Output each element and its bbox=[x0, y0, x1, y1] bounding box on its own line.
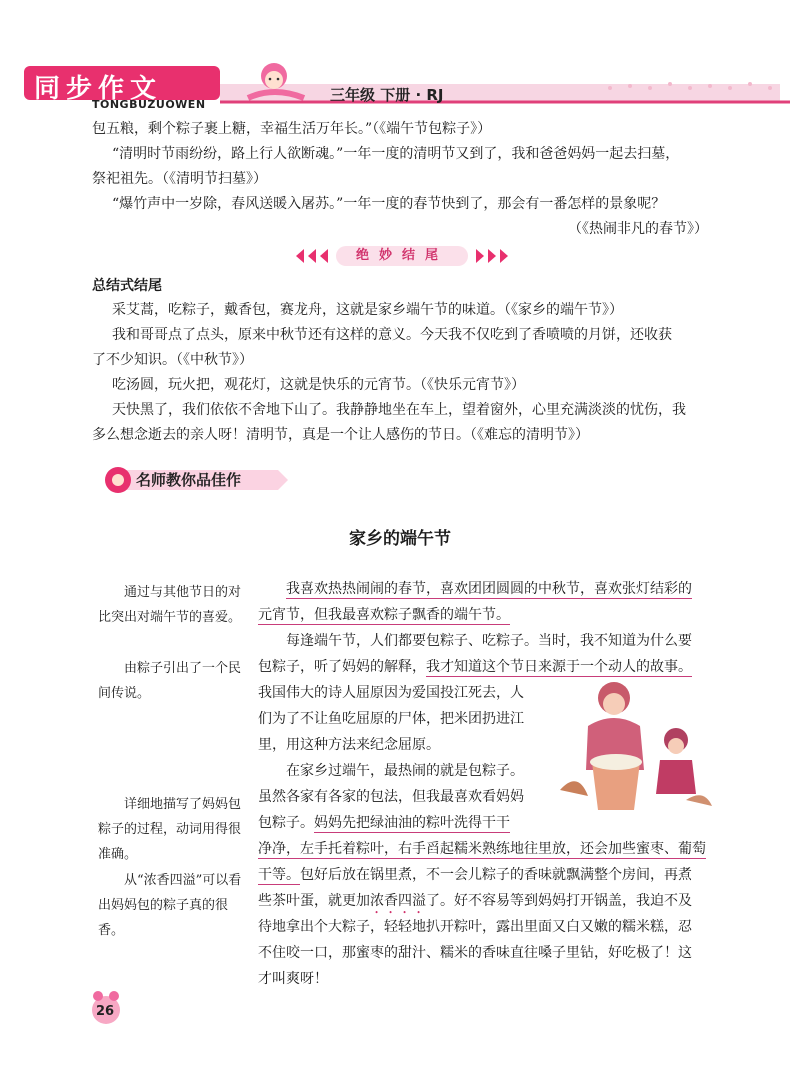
side-note: 从“浓香四溢”可以看出妈妈包的粽子真的很香。 bbox=[98, 873, 242, 938]
text-line: 天快黑了，我们依依不舍地下山了。我静静地坐在车上，望着窗外，心里充满淡淡的忧伤，我 bbox=[112, 402, 686, 418]
text-line: 多么想念逝去的亲人呀！清明节，真是一个让人感伤的节日。（《难忘的清明节》） bbox=[92, 427, 589, 443]
text-line: （《热闹非凡的春节》） bbox=[568, 221, 708, 237]
side-note: 由粽子引出了一个民间传说。 bbox=[98, 661, 242, 701]
section-heading: 总结式结尾 bbox=[92, 278, 162, 294]
article-line: 我喜欢热热闹闹的春节，喜欢团团圆圆的中秋节，喜欢张灯结彩的 bbox=[286, 581, 692, 597]
article-line: 包粽子。妈妈先把绿油油的粽叶洗得干干 bbox=[258, 815, 510, 831]
logo-title: 同步作文 bbox=[34, 74, 163, 104]
text-line: 祭祀祖先。（《清明节扫墓》） bbox=[92, 171, 267, 187]
article-line: 不住咬一口，那蜜枣的甜汁、糯米的香味直往嗓子里钻，好吃极了！这 bbox=[258, 945, 692, 961]
zongzi-making-illustration bbox=[548, 670, 718, 820]
mingshi-label: 名师教你品佳作 bbox=[136, 471, 242, 489]
article-line: 虽然各家有各家的包法，但我最喜欢看妈妈 bbox=[258, 789, 524, 805]
logo-subtitle: TONGBUZUOWEN bbox=[92, 98, 206, 111]
header-dots-decoration bbox=[600, 68, 790, 98]
text-line: “爆竹声中一岁除，春风送暖入屠苏。”一年一度的春节快到了，那会有一番怎样的景象呢？ bbox=[112, 196, 666, 212]
text-line: 采艾蒿，吃粽子，戴香包，赛龙舟，这就是家乡端午节的味道。（《家乡的端午节》） bbox=[112, 302, 623, 318]
section-banner bbox=[292, 244, 512, 268]
side-note: 详细地描写了妈妈包粽子的过程，动词用得很准确。 bbox=[98, 797, 242, 862]
text-line: 了不少知识。（《中秋节》） bbox=[92, 352, 253, 368]
text-line: 我和哥哥点了点头，原来中秋节还有这样的意义。今天我不仅吃到了香喷喷的月饼，还收获 bbox=[112, 327, 672, 343]
text-line: “清明时节雨纷纷，路上行人欲断魂。”一年一度的清明节又到了，我和爸爸妈妈一起去扫墓， bbox=[112, 146, 680, 162]
article-line: 净净，左手托着粽叶，右手舀起糯米熟练地往里放，还会加些蜜枣、葡萄 bbox=[258, 841, 706, 857]
article-line: 元宵节，但我最喜欢粽子飘香的端午节。 bbox=[258, 607, 510, 623]
article-line: 些茶叶蛋，就更加浓香四溢了。好不容易等到妈妈打开锅盖，我迫不及 bbox=[258, 893, 692, 909]
article-line: 里，用这种方法来纪念屈原。 bbox=[258, 737, 440, 753]
text-line: 吃汤圆，玩火把，观花灯，这就是快乐的元宵节。（《快乐元宵节》） bbox=[112, 377, 525, 393]
text-line: 包五粮，剩个粽子裹上糖，幸福生活万年长。”（《端午节包粽子》） bbox=[92, 121, 492, 137]
article-line: 每逢端午节，人们都要包粽子、吃粽子。当时，我不知道为什么要 bbox=[286, 633, 692, 649]
article-line: 我国伟大的诗人屈原因为爱国投江死去，人 bbox=[258, 685, 524, 701]
article-line: 才叫爽呀！ bbox=[258, 971, 328, 987]
banner-label: 绝妙结尾 bbox=[355, 248, 448, 263]
article-line: 包粽子，听了妈妈的解释，我才知道这个节日来源于一个动人的故事。 bbox=[258, 659, 692, 675]
article-line: 干等。包好后放在锅里煮，不一会儿粽子的香味就飘满整个房间，再煮 bbox=[258, 867, 692, 883]
article-line: 在家乡过端午，最热闹的就是包粽子。 bbox=[286, 763, 524, 779]
side-note: 通过与其他节日的对比突出对端午节的喜爱。 bbox=[98, 585, 242, 625]
article-line: 待地拿出个大粽子，轻轻地扒开粽叶，露出里面又白又嫩的糯米糕，忍 bbox=[258, 919, 692, 935]
page-number: 26 bbox=[96, 1004, 115, 1019]
article-line: 们为了不让鱼吃屈原的尸体，把米团扔进江 bbox=[258, 711, 524, 727]
grade-label: 三年级 下册 · RJ bbox=[330, 86, 444, 104]
article-title: 家乡的端午节 bbox=[349, 529, 451, 549]
girl-mascot-icon bbox=[234, 58, 314, 104]
